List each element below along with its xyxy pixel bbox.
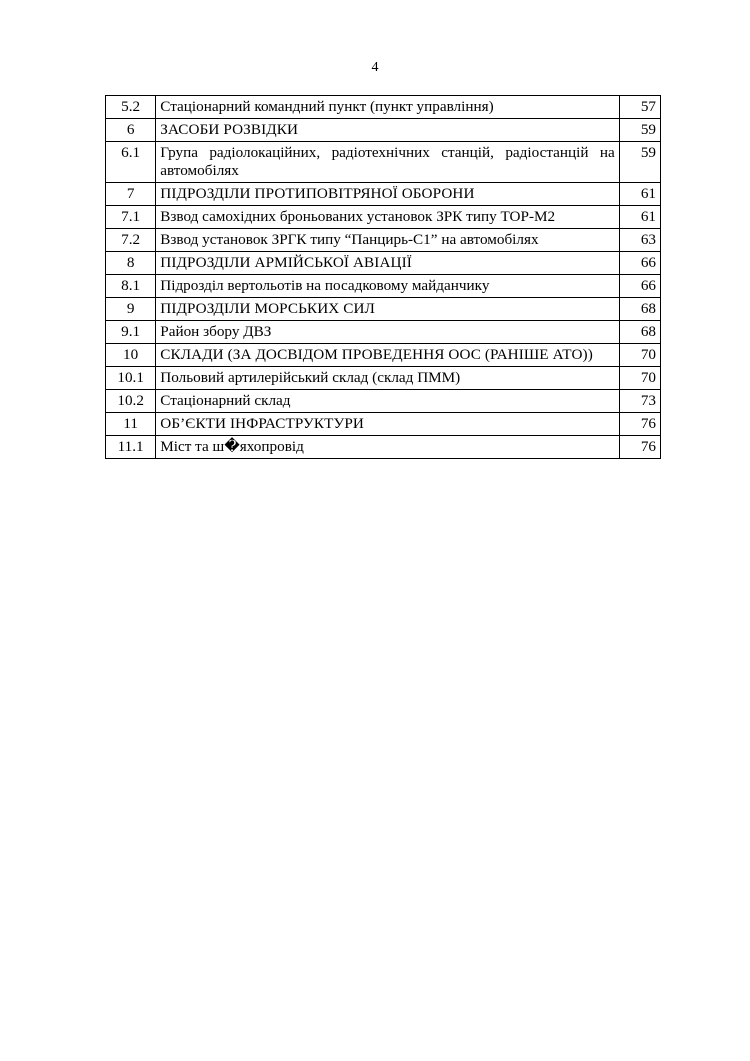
table-row	[106, 96, 661, 119]
section-page: 70	[619, 367, 660, 390]
section-title: Взвод самохідних броньованих установок ЗРК типу ТОР-М2	[156, 206, 620, 229]
table-row	[106, 142, 661, 183]
section-title: Взвод установок ЗРГК типу “Панцирь-С1” на автомобілях	[156, 229, 620, 252]
table-row	[106, 344, 661, 367]
table-row	[106, 252, 661, 275]
section-title: ПІДРОЗДІЛИ ПРОТИПОВІТРЯНОЇ ОБОРОНИ	[156, 183, 620, 206]
section-number: 6	[106, 119, 156, 142]
section-number: 11.1	[106, 436, 156, 459]
section-number: 10.1	[106, 367, 156, 390]
section-number: 8	[106, 252, 156, 275]
section-page: 73	[619, 390, 660, 413]
section-title: Група радіолокаційних, радіотехнічних станцій, радіостанцій на автомобілях	[156, 142, 620, 183]
section-number: 8.1	[106, 275, 156, 298]
section-number: 9.1	[106, 321, 156, 344]
section-title: Міст та ш�яхопровід	[156, 436, 620, 459]
section-title: ОБ’ЄКТИ ІНФРАСТРУКТУРИ	[156, 413, 620, 436]
page-number: 4	[371, 60, 379, 75]
section-page: 68	[619, 298, 660, 321]
section-title: СКЛАДИ (ЗА ДОСВІДОМ ПРОВЕДЕННЯ ООС (РАНІШЕ АТО))	[156, 344, 620, 367]
table-row	[106, 413, 661, 436]
table-row	[106, 436, 661, 459]
section-page: 61	[619, 183, 660, 206]
section-title: Польовий артилерійський склад (склад ПММ)	[156, 367, 620, 390]
section-page: 57	[619, 96, 660, 119]
table-row	[106, 206, 661, 229]
section-page: 68	[619, 321, 660, 344]
section-number: 10.2	[106, 390, 156, 413]
section-page: 63	[619, 229, 660, 252]
table-row	[106, 119, 661, 142]
section-title: Стаціонарний склад	[156, 390, 620, 413]
section-number: 10	[106, 344, 156, 367]
section-number: 5.2	[106, 96, 156, 119]
section-number: 7.1	[106, 206, 156, 229]
section-number: 6.1	[106, 142, 156, 183]
section-page: 76	[619, 436, 660, 459]
section-number: 7	[106, 183, 156, 206]
table-row	[106, 275, 661, 298]
section-number: 9	[106, 298, 156, 321]
section-title: ПІДРОЗДІЛИ АРМІЙСЬКОЇ АВІАЦІЇ	[156, 252, 620, 275]
section-title: ЗАСОБИ РОЗВІДКИ	[156, 119, 620, 142]
section-page: 66	[619, 252, 660, 275]
table-row	[106, 390, 661, 413]
section-page: 66	[619, 275, 660, 298]
table-of-contents	[105, 95, 661, 459]
section-title: ПІДРОЗДІЛИ МОРСЬКИХ СИЛ	[156, 298, 620, 321]
table-row	[106, 229, 661, 252]
table-row	[106, 321, 661, 344]
section-page: 59	[619, 119, 660, 142]
table-row	[106, 183, 661, 206]
section-number: 11	[106, 413, 156, 436]
table-row	[106, 298, 661, 321]
section-page: 59	[619, 142, 660, 183]
section-title: Район збору ДВЗ	[156, 321, 620, 344]
section-number: 7.2	[106, 229, 156, 252]
section-page: 70	[619, 344, 660, 367]
section-title: Стаціонарний командний пункт (пункт управління)	[156, 96, 620, 119]
section-page: 61	[619, 206, 660, 229]
section-page: 76	[619, 413, 660, 436]
section-title: Підрозділ вертольотів на посадковому майданчику	[156, 275, 620, 298]
table-row	[106, 367, 661, 390]
